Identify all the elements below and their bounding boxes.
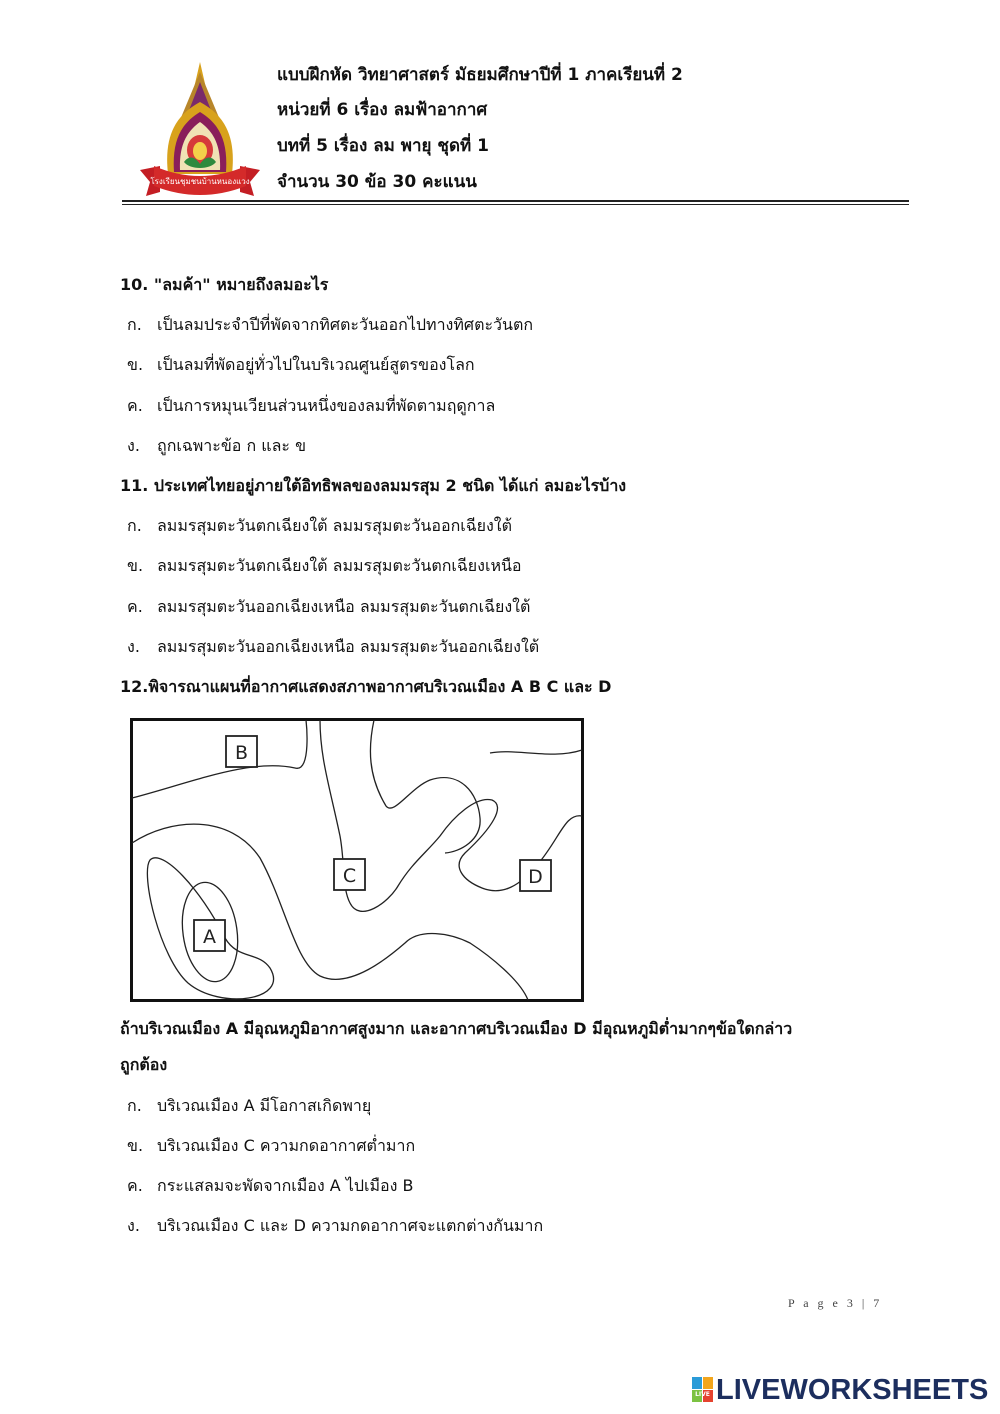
city-b-marker (226, 736, 257, 767)
q10-option-a[interactable] (127, 315, 533, 335)
logo-banner-text: โรงเรียนชุมชนบ้านหนองแวง (150, 177, 250, 186)
q11-option-b[interactable] (127, 556, 522, 576)
city-b-label: B (234, 742, 249, 764)
option-label: ค. (127, 396, 143, 415)
option-label: ก. (127, 1096, 142, 1115)
question-11: 11. ประเทศไทยอยู่ภายใต้อิทธิพลของลมมรสุม 2 ชนิด ได้แก่ ลมอะไรบ้าง (120, 476, 627, 495)
option-text: บริเวณเมือง A มีโอกาสเกิดพายุ (157, 1096, 372, 1115)
option-label: ข. (127, 355, 144, 374)
header-divider-thin (122, 204, 909, 205)
header-unit-line: หน่วยที่ 6 เรื่อง ลมฟ้าอากาศ (277, 100, 488, 120)
logo-icon-letters: LIVE (695, 1391, 710, 1398)
header-chapter-line: บทที่ 5 เรื่อง ลม พายุ ชุดที่ 1 (277, 136, 489, 156)
option-label: ก. (127, 315, 142, 334)
city-a-label: A (203, 926, 216, 948)
page-number: P a g e 3 | 7 (788, 1296, 883, 1310)
option-label: ก. (127, 516, 142, 535)
city-d-label: D (528, 866, 543, 888)
question-10: 10. "ลมค้า" หมายถึงลมอะไร (120, 275, 329, 294)
school-logo (134, 58, 266, 196)
option-label: ค. (127, 1176, 143, 1195)
q11-option-d[interactable] (127, 637, 539, 657)
option-text: ลมมรสุมตะวันออกเฉียงเหนือ ลมมรสุมตะวันตกเฉียงใต้ (157, 597, 531, 616)
liveworksheets-logo-icon (692, 1377, 714, 1403)
q12-option-b[interactable] (127, 1136, 415, 1156)
option-label: ค. (127, 597, 143, 616)
q10-option-d[interactable] (127, 436, 306, 456)
option-text: เป็นลมที่พัดอยู่ทั่วไปในบริเวณศูนย์สูตรของโลก (157, 355, 475, 374)
city-c-label: C (342, 865, 357, 887)
option-label: ข. (127, 1136, 144, 1155)
q10-option-b[interactable] (127, 355, 475, 375)
q11-option-a[interactable] (127, 516, 512, 536)
city-c-marker (334, 859, 365, 890)
question-12-followup-line2: ถูกต้อง (120, 1055, 168, 1074)
city-a-marker (194, 920, 225, 951)
q10-option-c[interactable] (127, 396, 495, 416)
q12-option-a[interactable] (127, 1096, 371, 1116)
q12-option-c[interactable] (127, 1176, 414, 1196)
header-count-line: จำนวน 30 ข้อ 30 คะแนน (277, 172, 477, 192)
question-12-followup-line1: ถ้าบริเวณเมือง A มีอุณหภูมิอากาศสูงมาก และอากาศบริเวณเมือง D มีอุณหภูมิต่ำมากๆข้อใดกล่าว (120, 1019, 793, 1038)
option-text: ลมมรสุมตะวันตกเฉียงใต้ ลมมรสุมตะวันออกเฉียงใต้ (157, 516, 513, 535)
liveworksheets-brand[interactable] (692, 1374, 992, 1406)
option-text: ลมมรสุมตะวันตกเฉียงใต้ ลมมรสุมตะวันตกเฉียงเหนือ (157, 556, 522, 575)
option-text: เป็นลมประจำปีที่พัดจากทิศตะวันออกไปทางทิศตะวันตก (157, 315, 534, 334)
header-divider (122, 200, 909, 202)
weather-map-diagram (130, 718, 584, 1002)
option-text: เป็นการหมุนเวียนส่วนหนึ่งของลมที่พัดตามฤดูกาล (157, 396, 496, 415)
city-d-marker (520, 860, 551, 891)
option-label: ข. (127, 556, 144, 575)
option-text: บริเวณเมือง C และ D ความกดอากาศจะแตกต่างกันมาก (157, 1216, 544, 1235)
question-12: 12.พิจารณาแผนที่อากาศแสดงสภาพอากาศบริเวณเมือง A B C และ D (120, 677, 612, 696)
option-label: ง. (127, 436, 140, 455)
option-text: บริเวณเมือง C ความกดอากาศต่ำมาก (157, 1136, 416, 1155)
q11-option-c[interactable] (127, 597, 530, 617)
option-text: กระแสลมจะพัดจากเมือง A ไปเมือง B (157, 1176, 414, 1195)
option-label: ง. (127, 1216, 140, 1235)
option-label: ง. (127, 637, 140, 656)
option-text: ลมมรสุมตะวันออกเฉียงเหนือ ลมมรสุมตะวันออกเฉียงใต้ (157, 637, 540, 656)
liveworksheets-text: LIVEWORKSHEETS (716, 1373, 989, 1406)
header-title-line1: แบบฝึกหัด วิทยาศาสตร์ มัธยมศึกษาปีที่ 1 ภาคเรียนที่ 2 (277, 65, 683, 85)
q12-option-d[interactable] (127, 1216, 543, 1236)
option-text: ถูกเฉพาะข้อ ก และ ข (157, 436, 307, 455)
